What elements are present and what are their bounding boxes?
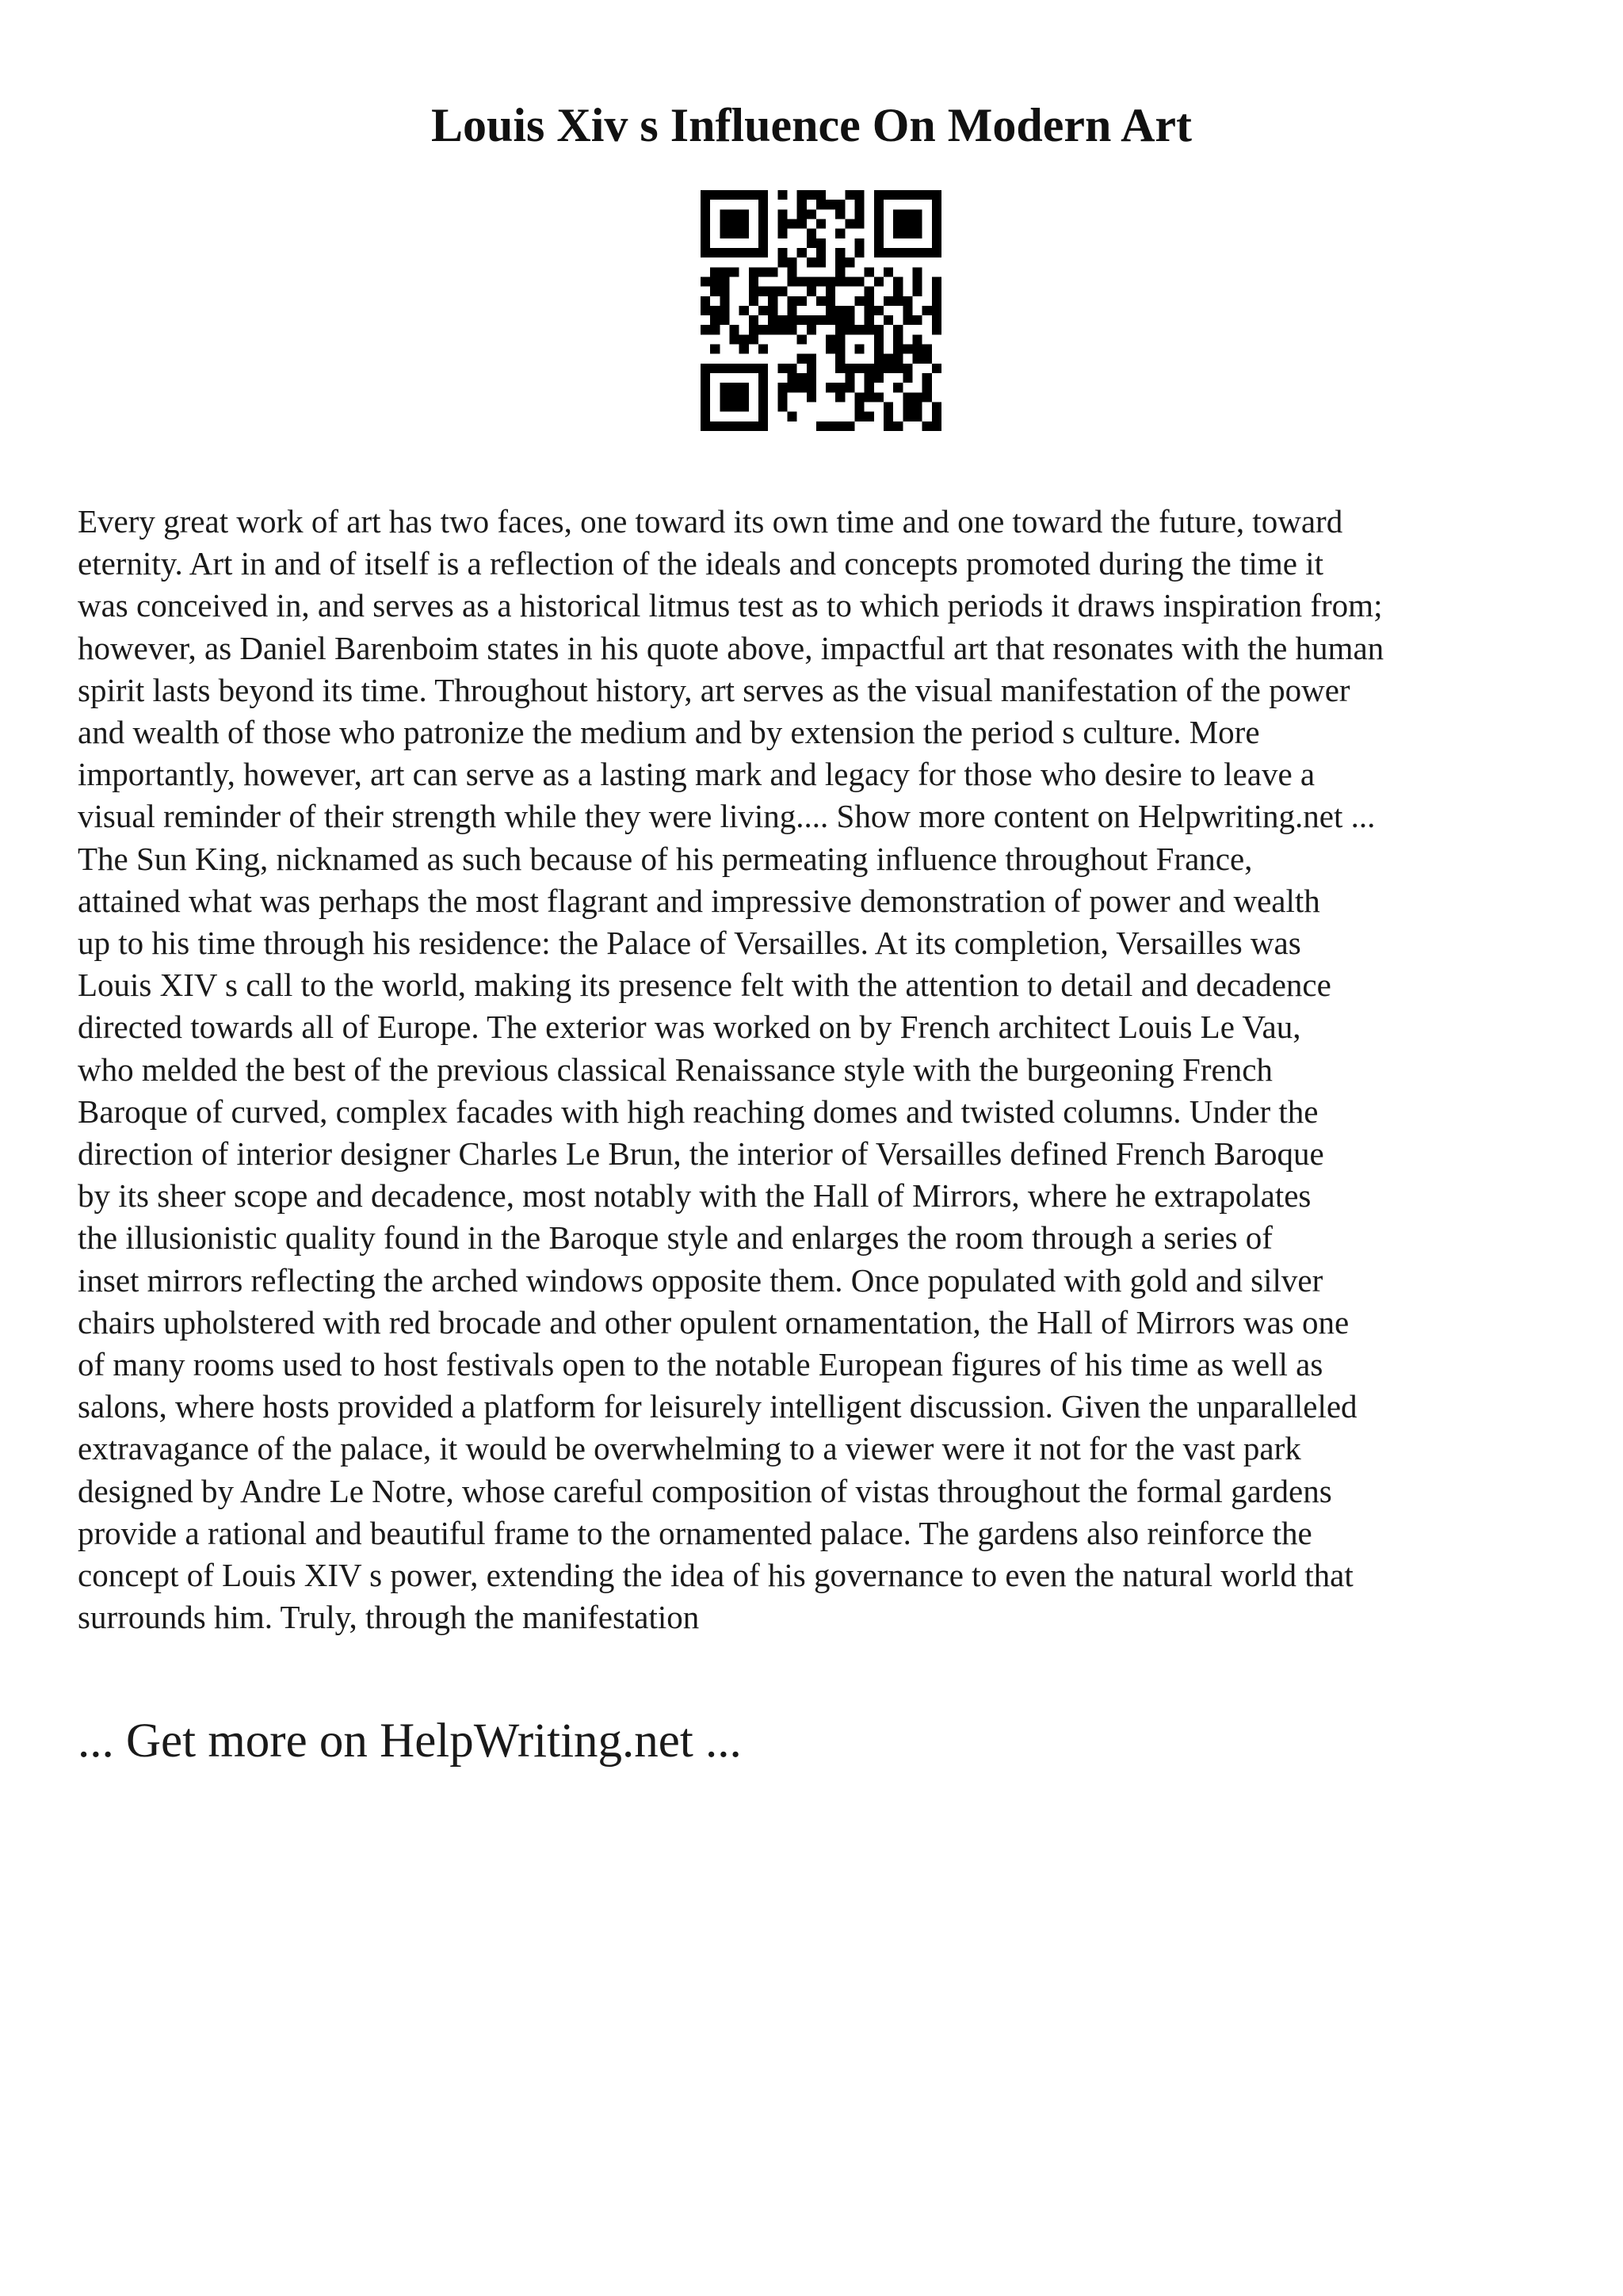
body-line: provide a rational and beautiful frame to the ornamented palace. The gardens also reinforce the [78,1514,1312,1551]
body-line: who melded the best of the previous classical Renaissance style with the burgeoning French [78,1051,1273,1088]
body-text [78,501,1583,1638]
body-line: Every great work of art has two faces, one toward its own time and one toward the future, toward [78,503,1343,540]
body-line: attained what was perhaps the most flagrant and impressive demonstration of power and wealth [78,882,1320,919]
body-line: chairs upholstered with red brocade and other opulent ornamentation, the Hall of Mirrors was one [78,1303,1350,1341]
body-line: inset mirrors reflecting the arched windows opposite them. Once populated with gold and silver [78,1261,1323,1299]
body-line: extravagance of the palace, it would be overwhelming to a viewer were it not for the vast park [78,1430,1301,1467]
body-line: however, as Daniel Barenboim states in his quote above, impactful art that resonates with the human [78,629,1384,666]
body-line: spirit lasts beyond its time. Throughout history, art serves as the visual manifestation of the power [78,671,1350,708]
body-line: was conceived in, and serves as a historical litmus test as to which periods it draws inspiration from; [78,587,1383,624]
body-line: surrounds him. Truly, through the manifestation [78,1599,700,1636]
get-more-link[interactable]: ... Get more on HelpWriting.net ... [78,1714,742,1768]
body-line: directed towards all of Europe. The exterior was worked on by French architect Louis Le Vau, [78,1009,1301,1046]
body-line: the illusionistic quality found in the Baroque style and enlarges the room through a series of [78,1219,1273,1257]
body-line: Baroque of curved, complex facades with high reaching domes and twisted columns. Under the [78,1093,1319,1130]
body-line: and wealth of those who patronize the medium and by extension the period s culture. More [78,714,1260,751]
body-line: designed by Andre Le Notre, whose careful composition of vistas throughout the formal gardens [78,1472,1332,1509]
body-line: concept of Louis XIV s power, extending the idea of his governance to even the natural world that [78,1557,1354,1594]
page-title: Louis Xiv s Influence On Modern Art [430,99,1193,151]
body-line: The Sun King, nicknamed as such because of his permeating influence throughout France, [78,840,1253,877]
body-line: importantly, however, art can serve as a lasting mark and legacy for those who desire to leave a [78,756,1316,793]
body-line: by its sheer scope and decadence, most notably with the Hall of Mirrors, where he extrapolates [78,1177,1312,1215]
body-line: of many rooms used to host festivals open to the notable European figures of his time as well as [78,1346,1323,1383]
body-line: Louis XIV s call to the world, making its presence felt with the attention to detail and decadence [78,967,1331,1004]
body-line: visual reminder of their strength while they were living.... Show more content on Helpwriting.net ... [78,798,1376,835]
body-line: eternity. Art in and of itself is a reflection of the ideals and concepts promoted during the time it [78,545,1323,582]
body-line: salons, where hosts provided a platform for leisurely intelligent discussion. Given the unparalleled [78,1388,1358,1425]
qr-code-icon [701,190,941,431]
body-line: up to his time through his residence: the Palace of Versailles. At its completion, Versailles was [78,925,1301,962]
body-line: direction of interior designer Charles Le Brun, the interior of Versailles defined French Baroque [78,1135,1324,1173]
